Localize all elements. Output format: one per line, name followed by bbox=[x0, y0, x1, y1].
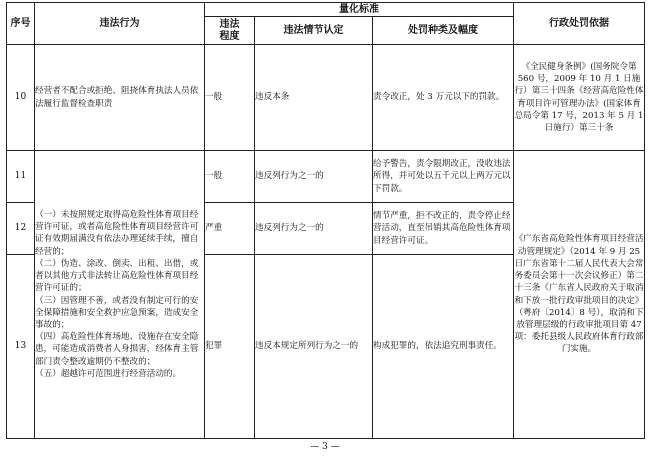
violation-cell: 经营者不配合或拒绝、阻挠体育执法人员依法履行监督检查职责 bbox=[35, 45, 205, 151]
circumstance-cell: 违反列行为之一的 bbox=[255, 203, 373, 255]
table-row bbox=[7, 151, 645, 203]
violation-list-cell bbox=[35, 151, 205, 439]
row-number: 13 bbox=[7, 255, 35, 439]
penalty-cell: 责令改正，处 3 万元以下的罚款。 bbox=[373, 45, 514, 151]
row-number: 12 bbox=[7, 203, 35, 255]
row-number: 10 bbox=[7, 45, 35, 151]
header-degree bbox=[205, 17, 255, 45]
violation-item: （三）因管理不善，或者没有制定可行的安全保障措施和安全救护应急预案，造成安全事故的； bbox=[35, 295, 199, 330]
violation-item: （四）高危险性体育场地、设施存在安全隐患，可能造成消费者人身损害，经体育主管部门责令整改逾期仍不整改的； bbox=[35, 332, 199, 367]
violation-item: （二）伪造、涂改、倒卖、出租、出借，或者以其他方式非法转让高危险性体育项目经营许可证的； bbox=[35, 258, 199, 294]
header-violation: 违法行为 bbox=[35, 3, 205, 45]
header-circumstance: 违法情节认定 bbox=[255, 17, 373, 45]
degree-cell: 一般 bbox=[205, 151, 255, 203]
degree-cell: 犯罪 bbox=[205, 255, 255, 439]
penalty-cell: 情节严重，拒不改正的，责令停止经营活动，直至吊销其高危险性体育项目经营许可证。 bbox=[373, 203, 514, 255]
table-row bbox=[7, 45, 645, 151]
circumstance-cell: 违反本规定所列行为之一的 bbox=[255, 255, 373, 439]
header-penalty: 处罚种类及幅度 bbox=[373, 17, 514, 45]
violation-item: （五）超越许可范围进行经营活动的。 bbox=[35, 368, 182, 379]
header-degree-line1: 违法 bbox=[219, 18, 240, 30]
violation-item: （一）未按照规定取得高危险性体育项目经营许可证，或者高危险性体育项目经营许可证有效期届满没有依法办理延续手续，擅自经营的； bbox=[35, 210, 199, 257]
row-number: 11 bbox=[7, 151, 35, 203]
circumstance-cell: 违反本条 bbox=[255, 45, 373, 151]
penalty-cell: 构成犯罪的，依法追究刑事责任。 bbox=[373, 255, 514, 439]
penalty-cell: 给予警告，责令限期改正，没收违法所得，并可处以五千元以上两万元以下罚款。 bbox=[373, 151, 514, 203]
header-quant: 量化标准 bbox=[205, 3, 514, 17]
degree-cell: 一般 bbox=[205, 45, 255, 151]
degree-cell: 严重 bbox=[205, 203, 255, 255]
page-number: — 3 — bbox=[310, 442, 340, 452]
header-seq: 序号 bbox=[7, 3, 35, 45]
basis-cell: 《全民健身条例》(国务院令第 560 号，2009 年 10 月 1 日施行）第三十四条《经营高危险性体育项目许可管理办法》(国家体育总局令第 17 号，2013 年 5 月 1 日施行）第三十条 bbox=[514, 45, 645, 151]
header-degree-line2: 程度 bbox=[219, 30, 240, 42]
circumstance-cell: 违反列行为之一的 bbox=[255, 151, 373, 203]
header-basis: 行政处罚依据 bbox=[514, 3, 645, 45]
penalty-table bbox=[6, 2, 645, 439]
basis-group-cell: 《广东省高危险性体育项目经营活动管理规定》（2014 年 9 月 25 日广东省第十二届人民代表大会常务委员会第十一次会议修正）第二十三条《广东省人民政府关于取消和下放一批行政审批项目的决定》（粤府〔2014〕8 号），取消和下放管理层级的行政审批项目第 47 项：委托县级人民政府体育行政部门实施。 bbox=[514, 151, 645, 439]
